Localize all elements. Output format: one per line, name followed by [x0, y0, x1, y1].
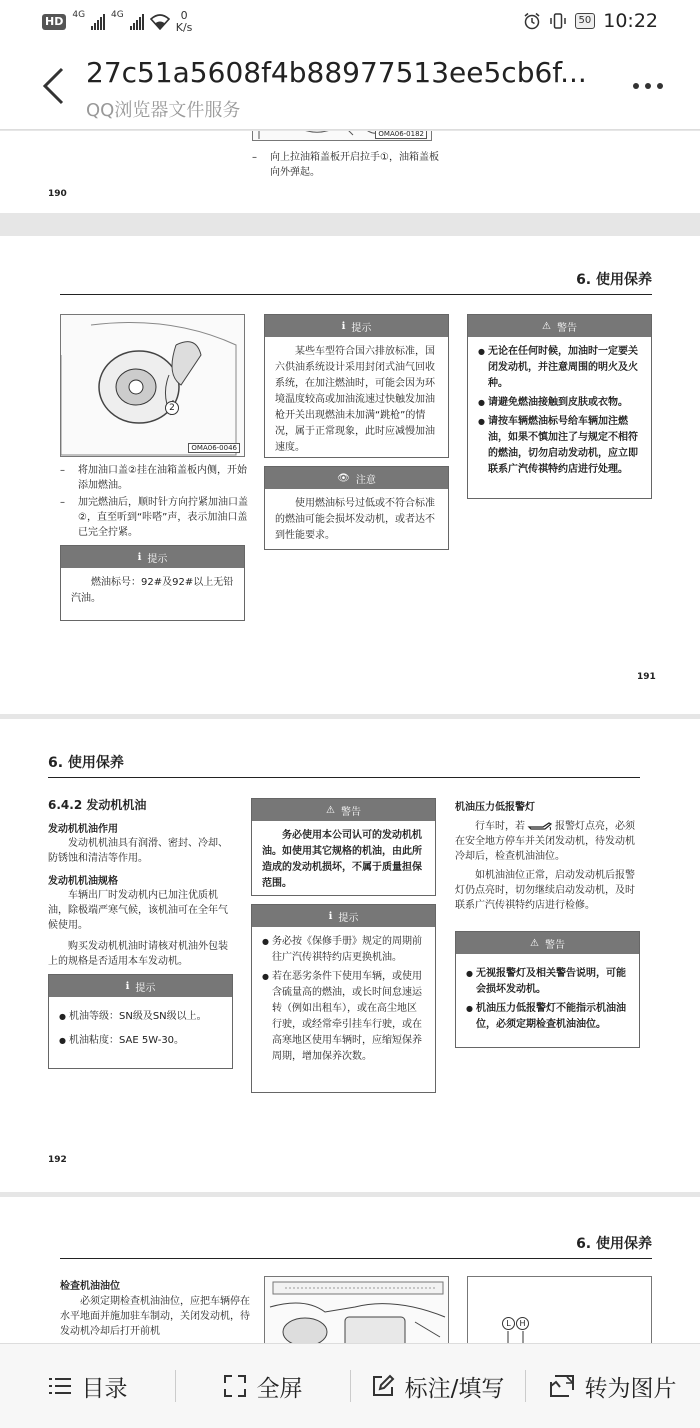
tip-item: ● 若在恶劣条件下使用车辆，或使用含硫量高的燃油，或长时间怠速运转（例如出租车），或在高尘地区行驶，或经常牵引挂车行驶，或在高寒地区使用车辆时，应缩短保养周期，增加保养次数。 [262, 969, 425, 1065]
tip-box [251, 904, 436, 1093]
subsection-title: 检查机油油位 [60, 1281, 120, 1292]
section-title: 6.4.2 发动机机油 [48, 798, 147, 812]
tip-box [264, 314, 449, 458]
subsection-title: 发动机机油作用 [48, 824, 118, 835]
running-head: 6. 使用保养 [60, 269, 652, 295]
warning-title: 警告 [340, 806, 361, 818]
warning-box [455, 931, 640, 1048]
toc-label: 目录 [81, 1375, 128, 1402]
image-convert-icon [549, 1374, 575, 1398]
list-icon [48, 1375, 72, 1397]
paragraph: 发动机机油具有润滑、密封、冷却、防锈蚀和清洁等作用。 [48, 838, 228, 864]
net-speed-unit: K/s [175, 21, 193, 34]
tip-item: ● 机油粘度：SAE 5W-30。 [59, 1033, 222, 1049]
page-number: 192 [48, 1155, 67, 1165]
warning-list [456, 954, 639, 1043]
tip-box [48, 974, 233, 1069]
browser-header [0, 44, 700, 130]
dipstick-figure [467, 1276, 652, 1343]
callout-marker: 2 [165, 401, 179, 415]
tip-title: 提示 [147, 553, 168, 565]
alarm-icon [523, 12, 541, 30]
page-191 [0, 236, 700, 714]
document-subtitle: QQ浏览器文件服务 [86, 100, 241, 121]
network-label-1: 4G [72, 10, 86, 20]
warning-box [467, 314, 652, 499]
tip-text: 燃油标号：92#及92#以上无铅汽油。 [71, 577, 234, 604]
warning-item: ● 请避免燃油接触到皮肤或衣物。 [478, 395, 641, 411]
paragraph: 必须定期检查机油油位，应把车辆停在水平地面并施加驻车制动，关闭发动机，待发动机冷却后打开前机 [60, 1296, 250, 1337]
warning-box [251, 798, 436, 896]
tip-text: 某些车型符合国六排放标准，国六供油系统设计采用封闭式油气回收系统，在加注燃油时，可能会因为环境温度较高或加油流速过快触发加油枪开关出现燃油未加满“跳枪”的情况，属于正常现象，此时应减慢加油速度。 [275, 346, 435, 453]
engine-bay-illustration [265, 1277, 449, 1343]
instruction-step: – 将加油口盖②挂在油箱盖板内侧，开始添加燃油。 [60, 463, 250, 493]
subsection-title: 机油压力低报警灯 [455, 802, 535, 813]
annotate-button[interactable] [350, 1344, 525, 1428]
tip-item: ● 务必按《保修手册》规定的周期前往广汽传祺特约店更换机油。 [262, 934, 425, 966]
paragraph: 购买发动机机油时请核对机油外包装上的规格是否适用本车发动机。 [48, 941, 228, 967]
fullscreen-button[interactable] [175, 1344, 350, 1428]
note-box [264, 466, 449, 550]
instruction-step: – 加完燃油后，顺时针方向拧紧加油口盖②，直至听到“咔嗒”声，表示加油口盖已完全拧紧。 [60, 495, 250, 540]
info-icon: ℹ [125, 980, 130, 992]
page-190 [0, 131, 700, 213]
tip-title: 提示 [338, 912, 359, 924]
paragraph: 如机油油位正常，启动发动机后报警灯仍点亮时，切勿继续启动发动机，及时联系广汽传祺特约店进行检修。 [455, 870, 635, 911]
dipstick-lines [468, 1277, 652, 1343]
figure-code: OMA06-0046 [188, 443, 240, 453]
to-image-label: 转为图片 [584, 1375, 677, 1402]
fuel-door-figure [252, 131, 432, 141]
dipstick-label-low: L [502, 1317, 515, 1330]
page-193 [0, 1197, 700, 1343]
instruction-step: – 向上拉油箱盖板开启拉手①，油箱盖板向外弹起。 [252, 150, 442, 180]
document-viewer[interactable] [0, 131, 700, 1343]
warning-item: ● 请按车辆燃油标号给车辆加注燃油，如果不慎加注了与规定不相符的燃油，切勿启动发动机，应立即联系广汽传祺特约店进行处理。 [478, 414, 641, 478]
paragraph-part: 行车时，若 [475, 821, 525, 832]
more-options-icon[interactable] [633, 83, 663, 89]
hd-badge: HD [42, 14, 66, 30]
signal-icon-2 [130, 14, 144, 30]
fuel-cap-figure [60, 314, 245, 457]
edit-icon [371, 1374, 395, 1398]
warning-triangle-icon: ⚠ [326, 804, 335, 816]
running-head: 6. 使用保养 [60, 1233, 652, 1259]
info-icon: ℹ [328, 910, 333, 922]
status-left [42, 10, 192, 34]
page-192 [0, 719, 700, 1192]
tip-title: 提示 [135, 982, 156, 994]
paragraph: 车辆出厂时发动机内已加注优质机油，除极端严寒气候，该机油可在全年气候使用。 [48, 890, 228, 931]
dipstick-label-high: H [516, 1317, 529, 1330]
engine-bay-figure [264, 1276, 449, 1343]
note-title: 注意 [355, 474, 376, 486]
eye-icon: 👁 [337, 472, 350, 484]
back-arrow-icon[interactable] [40, 66, 66, 106]
paragraph [455, 819, 640, 864]
info-icon: ℹ [137, 551, 142, 563]
figure-code: OMA06-0182 [375, 131, 427, 139]
note-text: 使用燃油标号过低或不符合标准的燃油可能会损坏发动机，或者达不到性能要求。 [275, 498, 435, 541]
to-image-button[interactable] [525, 1344, 700, 1428]
status-bar [0, 0, 700, 44]
annotate-label: 标注/填写 [404, 1375, 505, 1402]
warning-triangle-icon: ⚠ [542, 320, 551, 332]
signal-icon [91, 14, 105, 30]
network-label-2: 4G [111, 10, 124, 20]
tip-title: 提示 [351, 322, 372, 334]
battery-indicator: 50 [575, 13, 596, 29]
bottom-toolbar [0, 1343, 700, 1428]
oil-pressure-icon [527, 821, 553, 831]
warning-item: ● 机油压力低报警灯不能指示机油油位，必须定期检查机油油位。 [466, 1001, 629, 1033]
fullscreen-label: 全屏 [256, 1375, 303, 1402]
net-speed-value: 0 [180, 9, 188, 22]
tip-list [49, 997, 232, 1059]
wifi-icon [150, 14, 170, 30]
clock: 10:22 [603, 10, 658, 32]
document-title: 27c51a5608f4b88977513ee5cb6f... [86, 56, 587, 89]
running-head: 6. 使用保养 [48, 752, 640, 778]
warning-item: ● 无视报警灯及相关警告说明，可能会损坏发动机。 [466, 966, 629, 998]
fuel-cap-illustration [61, 315, 245, 457]
tip-list [252, 927, 435, 1075]
warning-item: ● 无论在任何时候，加油时一定要关闭发动机，并注意周围的明火及火种。 [478, 344, 641, 392]
tip-box [60, 545, 245, 621]
vibrate-icon [549, 12, 567, 30]
subsection-title: 发动机机油规格 [48, 876, 118, 887]
warning-text: 务必使用本公司认可的发动机机油。如使用其它规格的机油，由此所造成的发动机损坏，不属于质量担保范围。 [262, 830, 422, 889]
warning-title: 警告 [544, 939, 565, 951]
fullscreen-icon [223, 1374, 247, 1398]
warning-list [468, 337, 651, 488]
tip-item: ● 机油等级：SN级及SN级以上。 [59, 1009, 222, 1025]
warning-triangle-icon: ⚠ [530, 937, 539, 949]
paragraph-part: 报警灯点亮，必须在安全地方停车并关闭发动机，待发动机冷却后，检查机油油位。 [455, 821, 635, 862]
info-icon: ℹ [341, 320, 346, 332]
page-number: 190 [48, 189, 67, 199]
toc-button[interactable] [0, 1344, 175, 1428]
page-number: 191 [637, 672, 656, 682]
status-right [523, 10, 659, 32]
warning-title: 警告 [556, 322, 577, 334]
net-speed [176, 10, 193, 34]
